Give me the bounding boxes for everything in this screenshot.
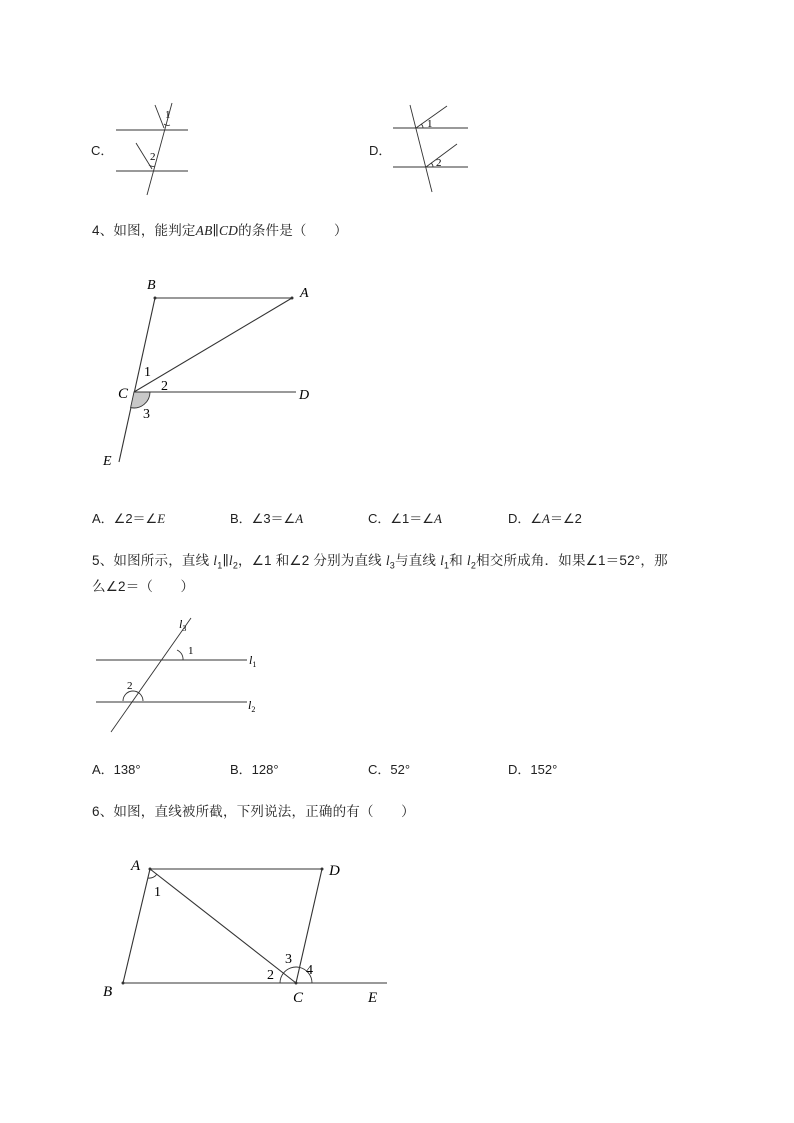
option-d-label: D． [369, 143, 392, 158]
point-d-label: D [299, 388, 310, 403]
line-l2-label: $l_2$ [248, 698, 256, 714]
angle-1-label: 1 [165, 109, 171, 121]
q5-figure [92, 615, 272, 740]
point-a-label: A [131, 858, 141, 874]
q5-stem-line2: 么∠2＝（ ） [92, 579, 195, 594]
line-l3-label: $l_3$ [179, 617, 187, 633]
point-b-label: B [103, 984, 113, 1000]
angle-3-label: 3 [285, 952, 292, 967]
option-d[interactable]: D．∠A＝∠2 [508, 511, 582, 526]
option-a[interactable]: A．∠2＝∠E [92, 511, 166, 526]
option-c-figure [110, 100, 200, 200]
angle-2-label: 2 [436, 157, 442, 169]
q6-stem: 6、如图，直线被所截，下列说法，正确的有（ ） [92, 804, 415, 819]
angle-1-label: 1 [188, 645, 194, 657]
angle-2-label: 2 [127, 680, 133, 692]
q4-stem: 4、如图，能判定AB∥CD的条件是（ ） [92, 223, 348, 238]
angle-2-label: 2 [267, 968, 274, 983]
q4-figure [100, 270, 330, 475]
point-e-label: E [103, 454, 112, 469]
point-a-label: A [300, 286, 309, 301]
point-c-label: C [293, 990, 304, 1006]
point-d-label: D [329, 863, 340, 879]
option-b[interactable]: B．∠3＝∠A [230, 511, 304, 526]
point-c-label: C [118, 386, 129, 402]
point-e-label: E [368, 990, 378, 1006]
angle-1-label: 1 [154, 885, 161, 900]
q6-figure [95, 850, 395, 1015]
option-c-label: C． [91, 143, 114, 158]
angle-1-label: 1 [427, 118, 433, 130]
option-d[interactable]: D．152° [508, 762, 558, 777]
option-c[interactable]: C．∠1＝∠A [368, 511, 442, 526]
line-l1-label: $l_1$ [249, 653, 257, 669]
angle-1-label: 1 [144, 365, 151, 380]
option-c[interactable]: C．52° [368, 762, 411, 777]
point-b-label: B [147, 278, 156, 293]
question-number: 4、 [92, 223, 114, 238]
angle-2-label: 2 [161, 379, 168, 394]
option-a[interactable]: A．138° [92, 762, 141, 777]
angle-3-label: 3 [143, 407, 150, 422]
angle-3-shade [131, 392, 150, 408]
q5-stem-line1: 5、如图所示，直线 $l_1\parallel l_2$，∠1 和∠2 分别为直线 $l_3$与直线 $l_1$和 $l_2$相交所成角．如果∠1＝52°，那 [92, 553, 668, 571]
option-b[interactable]: B．128° [230, 762, 279, 777]
angle-4-label: 4 [306, 963, 313, 978]
option-d-figure [390, 100, 480, 200]
angle-2-label: 2 [150, 151, 156, 163]
